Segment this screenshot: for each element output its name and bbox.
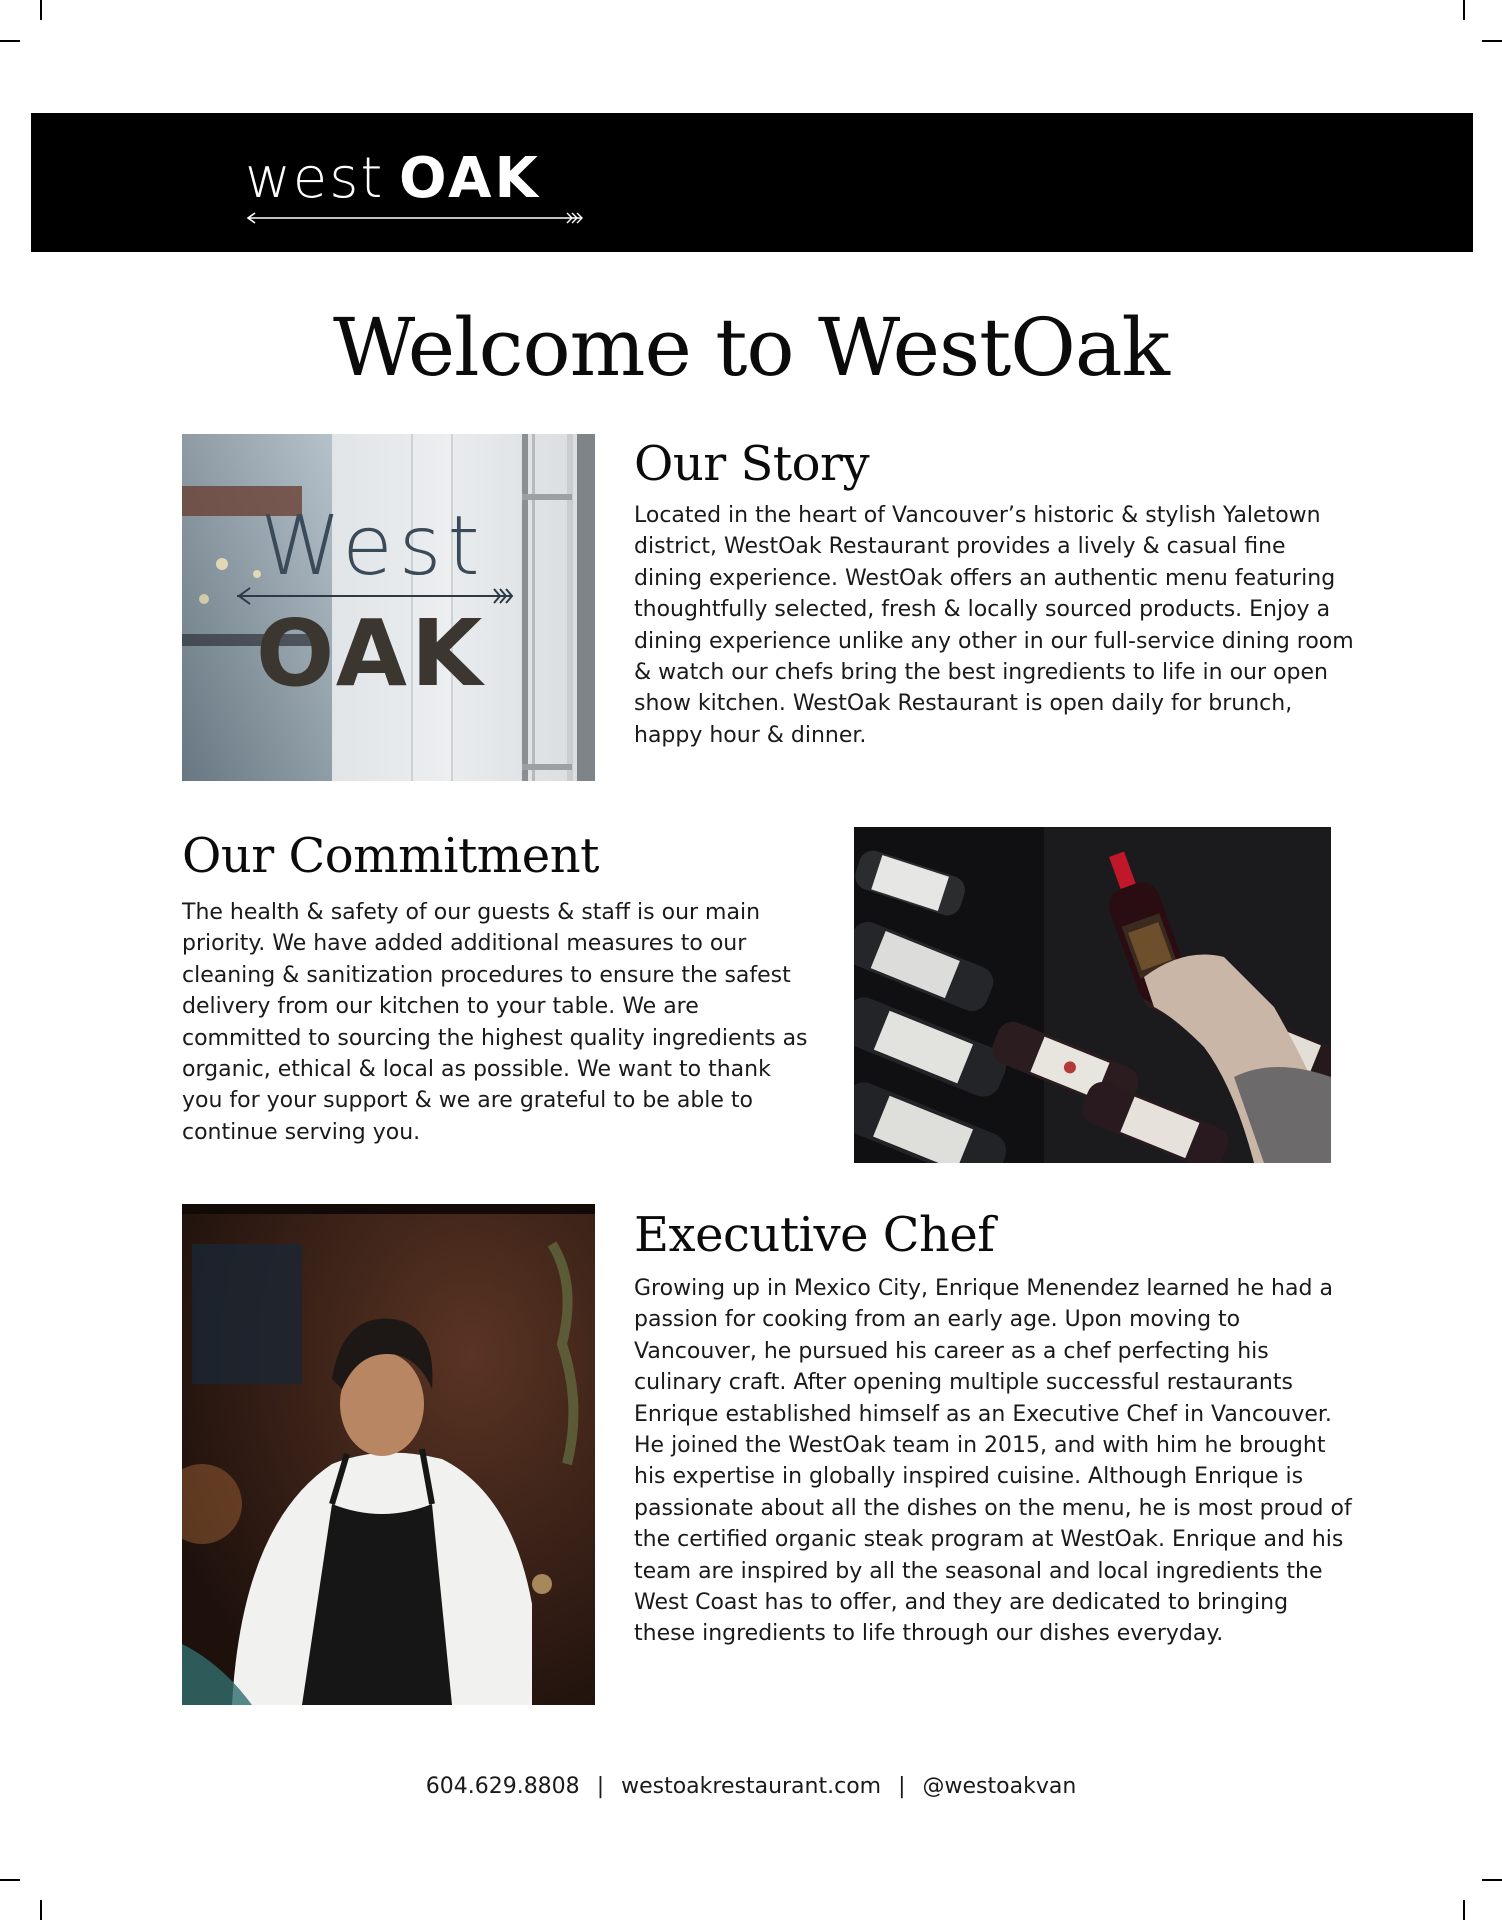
footer-contact <box>0 1772 1502 1802</box>
crop-mark-tr-h <box>1482 40 1502 42</box>
crop-mark-tr-v <box>1463 0 1465 20</box>
story-heading: Our Story <box>634 436 870 492</box>
footer-website-link[interactable]: westoakrestaurant.com <box>621 1774 882 1799</box>
commitment-heading: Our Commitment <box>182 828 599 884</box>
footer-social-handle[interactable]: @westoakvan <box>922 1774 1077 1799</box>
sign-oak-text: OAK <box>256 600 487 707</box>
chef-heading: Executive Chef <box>634 1207 995 1263</box>
logo-oak-text: OAK <box>399 146 541 211</box>
footer-separator: | <box>898 1774 906 1799</box>
header-bar <box>31 113 1473 252</box>
wine-bottles-photo <box>854 827 1331 1163</box>
sign-west-text: West <box>260 499 486 594</box>
storefront-photo <box>182 434 595 781</box>
story-body: Located in the heart of Vancouver’s historic & stylish Yaletown district, WestOak Restaurant provides a lively & casual fine dining experience. WestOak offers an authentic menu featuring thoughtfully selected, fresh & locally sourced products. Enjoy a dining experience unlike any other in our full-service dining room & watch our chefs bring the best ingredients to life in our open show kitchen. WestOak Restaurant is open daily for brunch, happy hour & dinner. <box>634 503 1354 748</box>
crop-mark-bl-h <box>0 1879 20 1881</box>
page-title: Welcome to WestOak <box>333 301 1169 394</box>
crop-mark-br-h <box>1482 1879 1502 1881</box>
commitment-body: The health & safety of our guests & staff is our main priority. We have added additional measures to our cleaning & sanitization procedures to ensure the safest delivery from our kitchen to your table. We are committed to sourcing the highest quality ingredients as organic, ethical & local as possible. We want to thank you for your support & we are grateful to be able to continue serving you. <box>182 900 808 1145</box>
crop-mark-br-v <box>1463 1900 1465 1920</box>
crop-mark-tl-v <box>40 0 42 20</box>
crop-mark-tl-h <box>0 40 20 42</box>
chef-body: Growing up in Mexico City, Enrique Menendez learned he had a passion for cooking from an early age. Upon moving to Vancouver, he pursued his career as a chef perfecting his culinary craft. After opening multiple successful restaurants Enrique established himself as an Executive Chef in Vancouver. He joined the WestOak team in 2015, and with him he brought his expertise in globally inspired cuisine. Although Enrique is passionate about all the dishes on the menu, he is most proud of the certified organic steak program at WestOak. Enrique and his team are inspired by all the seasonal and local ingredients the West Coast has to offer, and they are dedicated to bringing these ingredients to life through our dishes everyday. <box>634 1276 1352 1647</box>
logo-west-text: west <box>245 146 385 211</box>
westoak-logo <box>245 146 585 229</box>
footer-phone: 604.629.8808 <box>425 1774 580 1799</box>
crop-mark-bl-v <box>40 1900 42 1920</box>
footer-separator: | <box>596 1774 605 1799</box>
chef-photo <box>182 1204 595 1705</box>
arrow-icon <box>245 211 585 225</box>
